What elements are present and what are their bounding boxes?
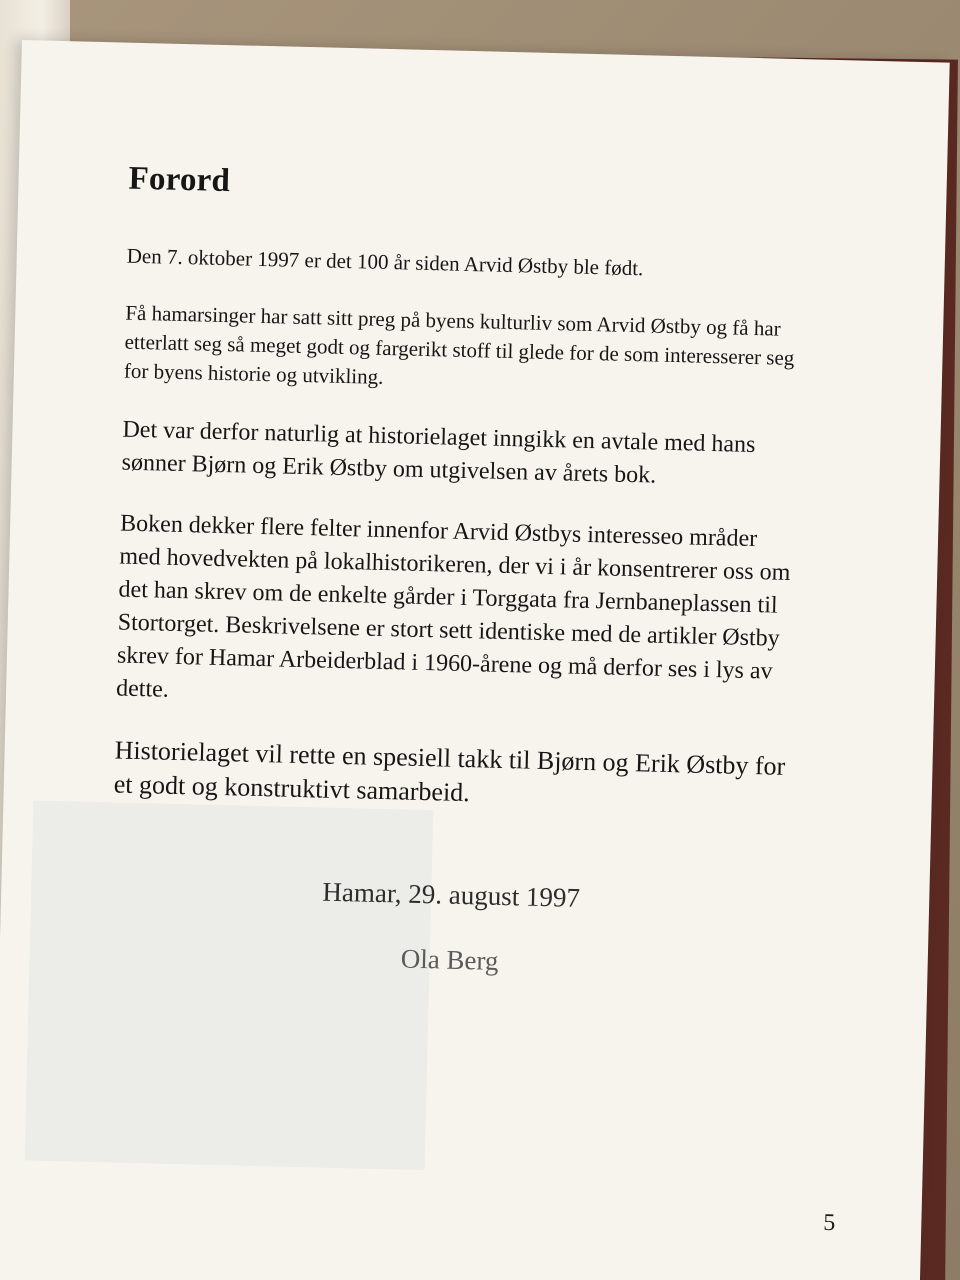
paragraph-3: Det var derfor naturlig at historielaget inngikk en avtale med hans sønner Bjørn og Erik Østby om utgivelsen av årets bok.: [121, 416, 756, 489]
paragraph-1: Den 7. oktober 1997 er det 100 år siden Arvid Østby ble født.: [126, 243, 644, 281]
page-content: [109, 161, 809, 984]
page-title: Forord: [128, 160, 231, 200]
page-number: 5: [823, 1209, 836, 1237]
signature: Ola Berg: [400, 943, 499, 976]
book-page: [0, 40, 950, 1280]
paragraph-4: Boken dekker flere felter innenfor Arvid Østbys interesseo mråder med hovedvekten på lokalhistorikeren, der vi i år konsentrerer oss om det han skrev om de enkelte gårder i Torggata fra Jernbaneplassen til Stortorget. Beskrivelsene er stort sett identiske med de artikler Østby skrev for Hamar Arbeiderblad i 1960-årene og må derfor ses i lys av dette.: [115, 510, 791, 703]
place-date: Hamar, 29. august 1997: [322, 876, 581, 913]
paragraph-5: Historielaget vil rette en spesiell takk til Bjørn og Erik Østby for et godt og konstruktivt samarbeid.: [113, 735, 786, 808]
paragraph-2: Få hamarsinger har satt sitt preg på byens kulturliv som Arvid Østby og få har etterlatt seg så meget godt og fargerikt stoff til glede for de som interesserer seg for byens historie og utvikling.: [123, 300, 795, 389]
